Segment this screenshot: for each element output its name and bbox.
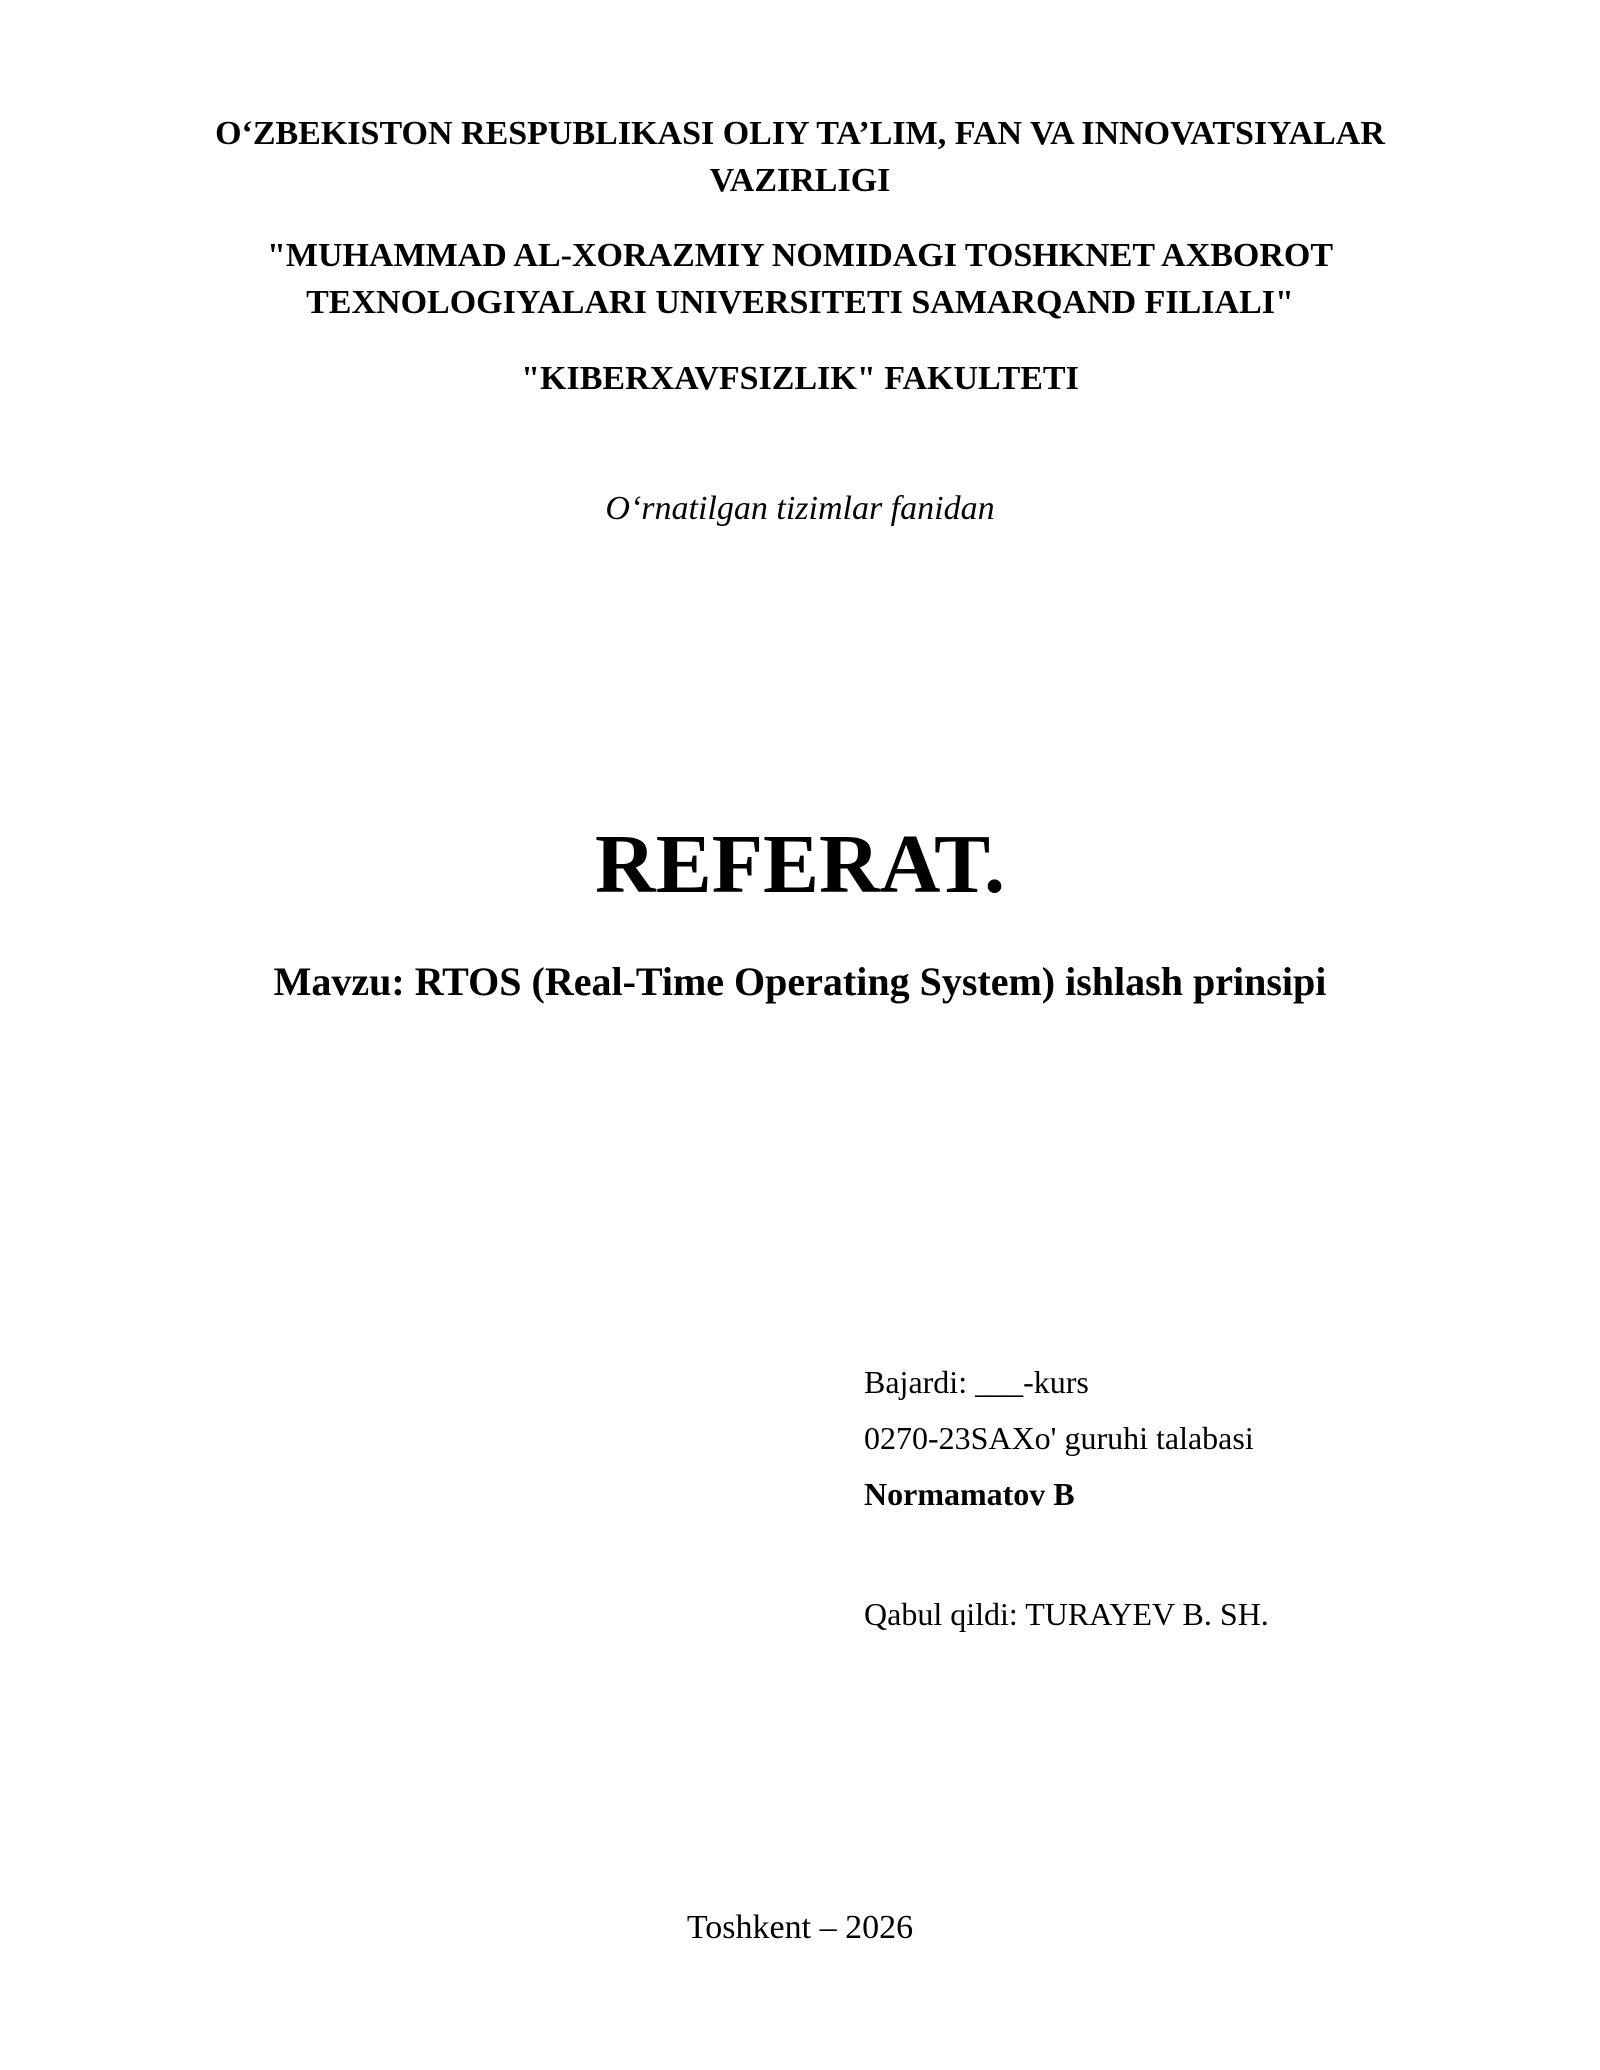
university-line-2: TEXNOLOGIYALARI UNIVERSITETI SAMARQAND FILIALI" [306,284,1294,321]
faculty-title: "KIBERXAVFSIZLIK" FAKULTETI [521,360,1079,397]
ministry-line-2: VAZIRLIGI [709,162,891,199]
student-name: Normamatov B [864,1476,1075,1512]
performed-by-line: Bajardi: ___-kurs [864,1364,1089,1400]
reviewer-line: Qabul qildi: TURAYEV B. SH. [864,1596,1269,1632]
block-spacer [864,1522,1504,1586]
topic-line: Mavzu: RTOS (Real-Time Operating System) ishlash prinsipi [273,959,1327,1004]
city-year-footer: Toshkent – 2026 [686,1909,914,1946]
subject-line: O‘rnatilgan tizimlar fanidan [605,490,995,527]
group-line: 0270-23SAXo' guruhi talabasi [864,1420,1254,1456]
ministry-line-1: O‘ZBEKISTON RESPUBLIKASI OLIY TA’LIM, FAN VA INNOVATSIYALAR [215,115,1385,152]
student-info-block [864,1354,1504,1642]
university-line-1: "MUHAMMAD AL-XORAZMIY NOMIDAGI TOSHKNET AXBOROT [266,237,1334,274]
document-type-title: REFERAT. [595,818,1005,911]
